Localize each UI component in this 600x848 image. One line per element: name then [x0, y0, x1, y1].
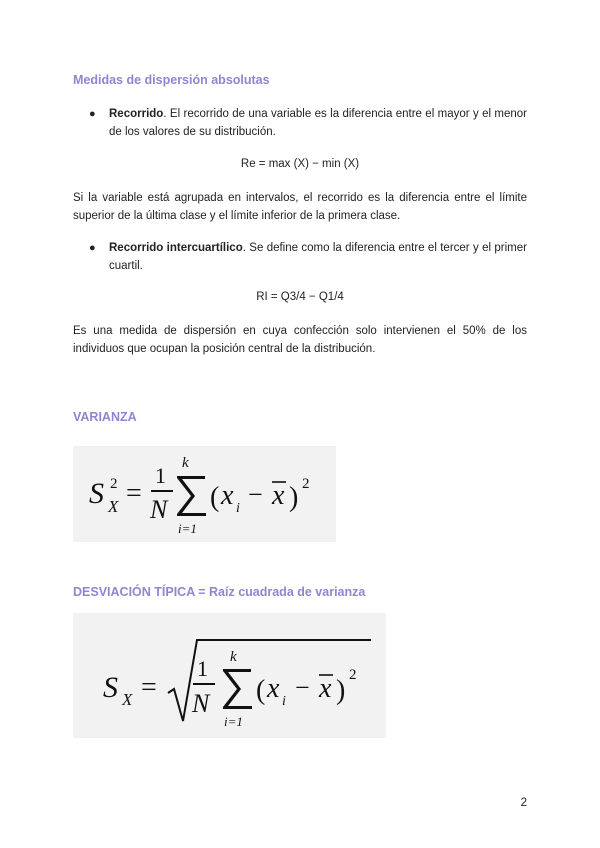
formula-symbol: 1 [155, 463, 166, 488]
formula-image-desviacion [73, 613, 386, 738]
formula-symbol: 2 [302, 476, 310, 492]
summation-icon [177, 476, 206, 516]
bullet-description: . Se define como la diferencia entre el tercer y el primer cuartil. [109, 242, 527, 272]
summation-icon [223, 669, 252, 709]
paragraph-recorrido-intervalos: Si la variable está agrupada en intervalos, el recorrido es la diferencia entre el límite superior de la última clase y el límite inferior de la primera clase. [73, 192, 527, 222]
formula-symbol: = [141, 672, 157, 703]
formula-symbol: ) [289, 482, 299, 513]
formula-symbol: N [192, 689, 210, 718]
formula-symbol: i=1 [178, 521, 197, 536]
bullet-term: Recorrido intercuartílico [109, 242, 243, 254]
bullet-dot-icon: ● [89, 108, 96, 120]
formula-symbol: ( [256, 675, 266, 706]
formula-symbol: S [89, 477, 104, 510]
formula-symbol: x [221, 480, 234, 511]
formula-recorrido: Re = max (X) − min (X) [240, 158, 360, 170]
formula-symbol: i [236, 501, 240, 516]
formula-symbol: X [108, 497, 119, 516]
bullet-dot-icon: ● [89, 242, 96, 254]
page-number: 2 [520, 797, 527, 809]
formula-image-varianza [73, 446, 336, 542]
formula-symbol: N [150, 495, 168, 524]
formula-symbol: x [272, 480, 285, 511]
bullet-term: Recorrido [109, 108, 164, 120]
bullet-intercuartilico-text [91, 240, 527, 275]
bullet-description: . El recorrido de una variable es la diferencia entre el mayor y el menor de los valores de su distribución. [109, 108, 527, 138]
formula-intercuartilico: RI = Q3/4 − Q1/4 [256, 291, 344, 303]
formula-symbol: x [267, 673, 280, 704]
bullet-recorrido-text [91, 106, 527, 141]
section-heading-desviacion-tipica: DESVIACIÓN TÍPICA = Raíz cuadrada de varianza [73, 585, 366, 599]
formula-symbol: 2 [349, 667, 357, 683]
formula-symbol: i=1 [224, 714, 243, 729]
formula-symbol: i [282, 694, 286, 709]
formula-symbol: − [295, 673, 310, 702]
formula-symbol: 2 [110, 476, 118, 492]
formula-symbol: ) [336, 675, 346, 706]
formula-symbol: S [103, 671, 118, 704]
formula-symbol: k [230, 649, 237, 665]
formula-symbol: ( [210, 482, 220, 513]
formula-symbol: 1 [197, 656, 208, 681]
formula-symbol: x [319, 673, 332, 704]
section-heading-dispersion-absoluta: Medidas de dispersión absolutas [73, 73, 270, 87]
bullet-recorrido [91, 106, 527, 141]
bullet-recorrido-intercuartilico [91, 240, 527, 275]
section-heading-varianza: VARIANZA [73, 410, 137, 424]
formula-symbol: X [122, 690, 133, 709]
formula-symbol: = [126, 478, 142, 509]
paragraph-intercuartilico-nota: Es una medida de dispersión en cuya confección solo intervienen el 50% de los individuos que ocupan la posición central de la distribución. [73, 325, 527, 355]
formula-symbol: − [248, 480, 263, 509]
formula-symbol: k [182, 455, 189, 471]
